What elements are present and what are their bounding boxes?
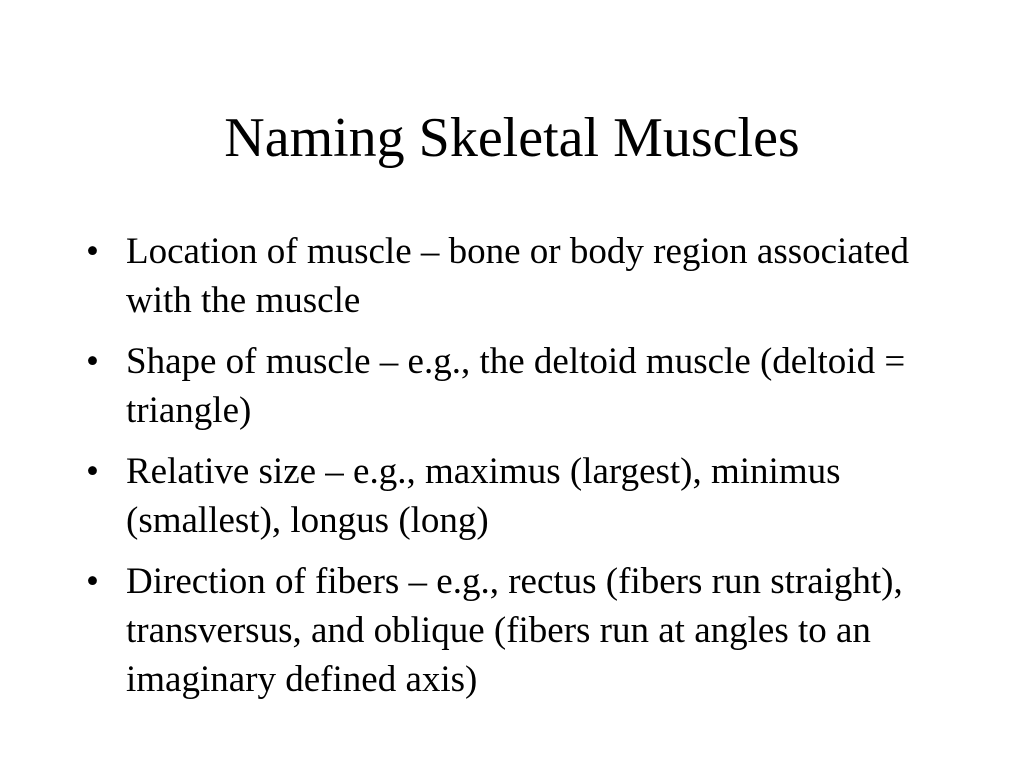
bullet-item-location [86,227,936,325]
bullet-text: Direction of fibers – e.g., rectus (fibers run straight), transversus, and oblique (fibers run at angles to an imaginary defined axis) [126,561,903,700]
bullet-item-fiber-direction [86,557,936,704]
bullet-text: Shape of muscle – e.g., the deltoid muscle (deltoid = triangle) [126,341,906,431]
bullet-item-relative-size [86,447,936,545]
bullet-text: Location of muscle – bone or body region associated with the muscle [126,231,909,321]
bullet-item-shape [86,337,936,435]
bullet-icon: • [86,231,99,272]
bullet-list [86,227,936,716]
bullet-text: Relative size – e.g., maximus (largest), minimus (smallest), longus (long) [126,451,841,541]
bullet-icon: • [86,561,99,602]
bullet-icon: • [86,451,99,492]
bullet-icon: • [86,341,99,382]
slide-title: Naming Skeletal Muscles [224,107,800,169]
